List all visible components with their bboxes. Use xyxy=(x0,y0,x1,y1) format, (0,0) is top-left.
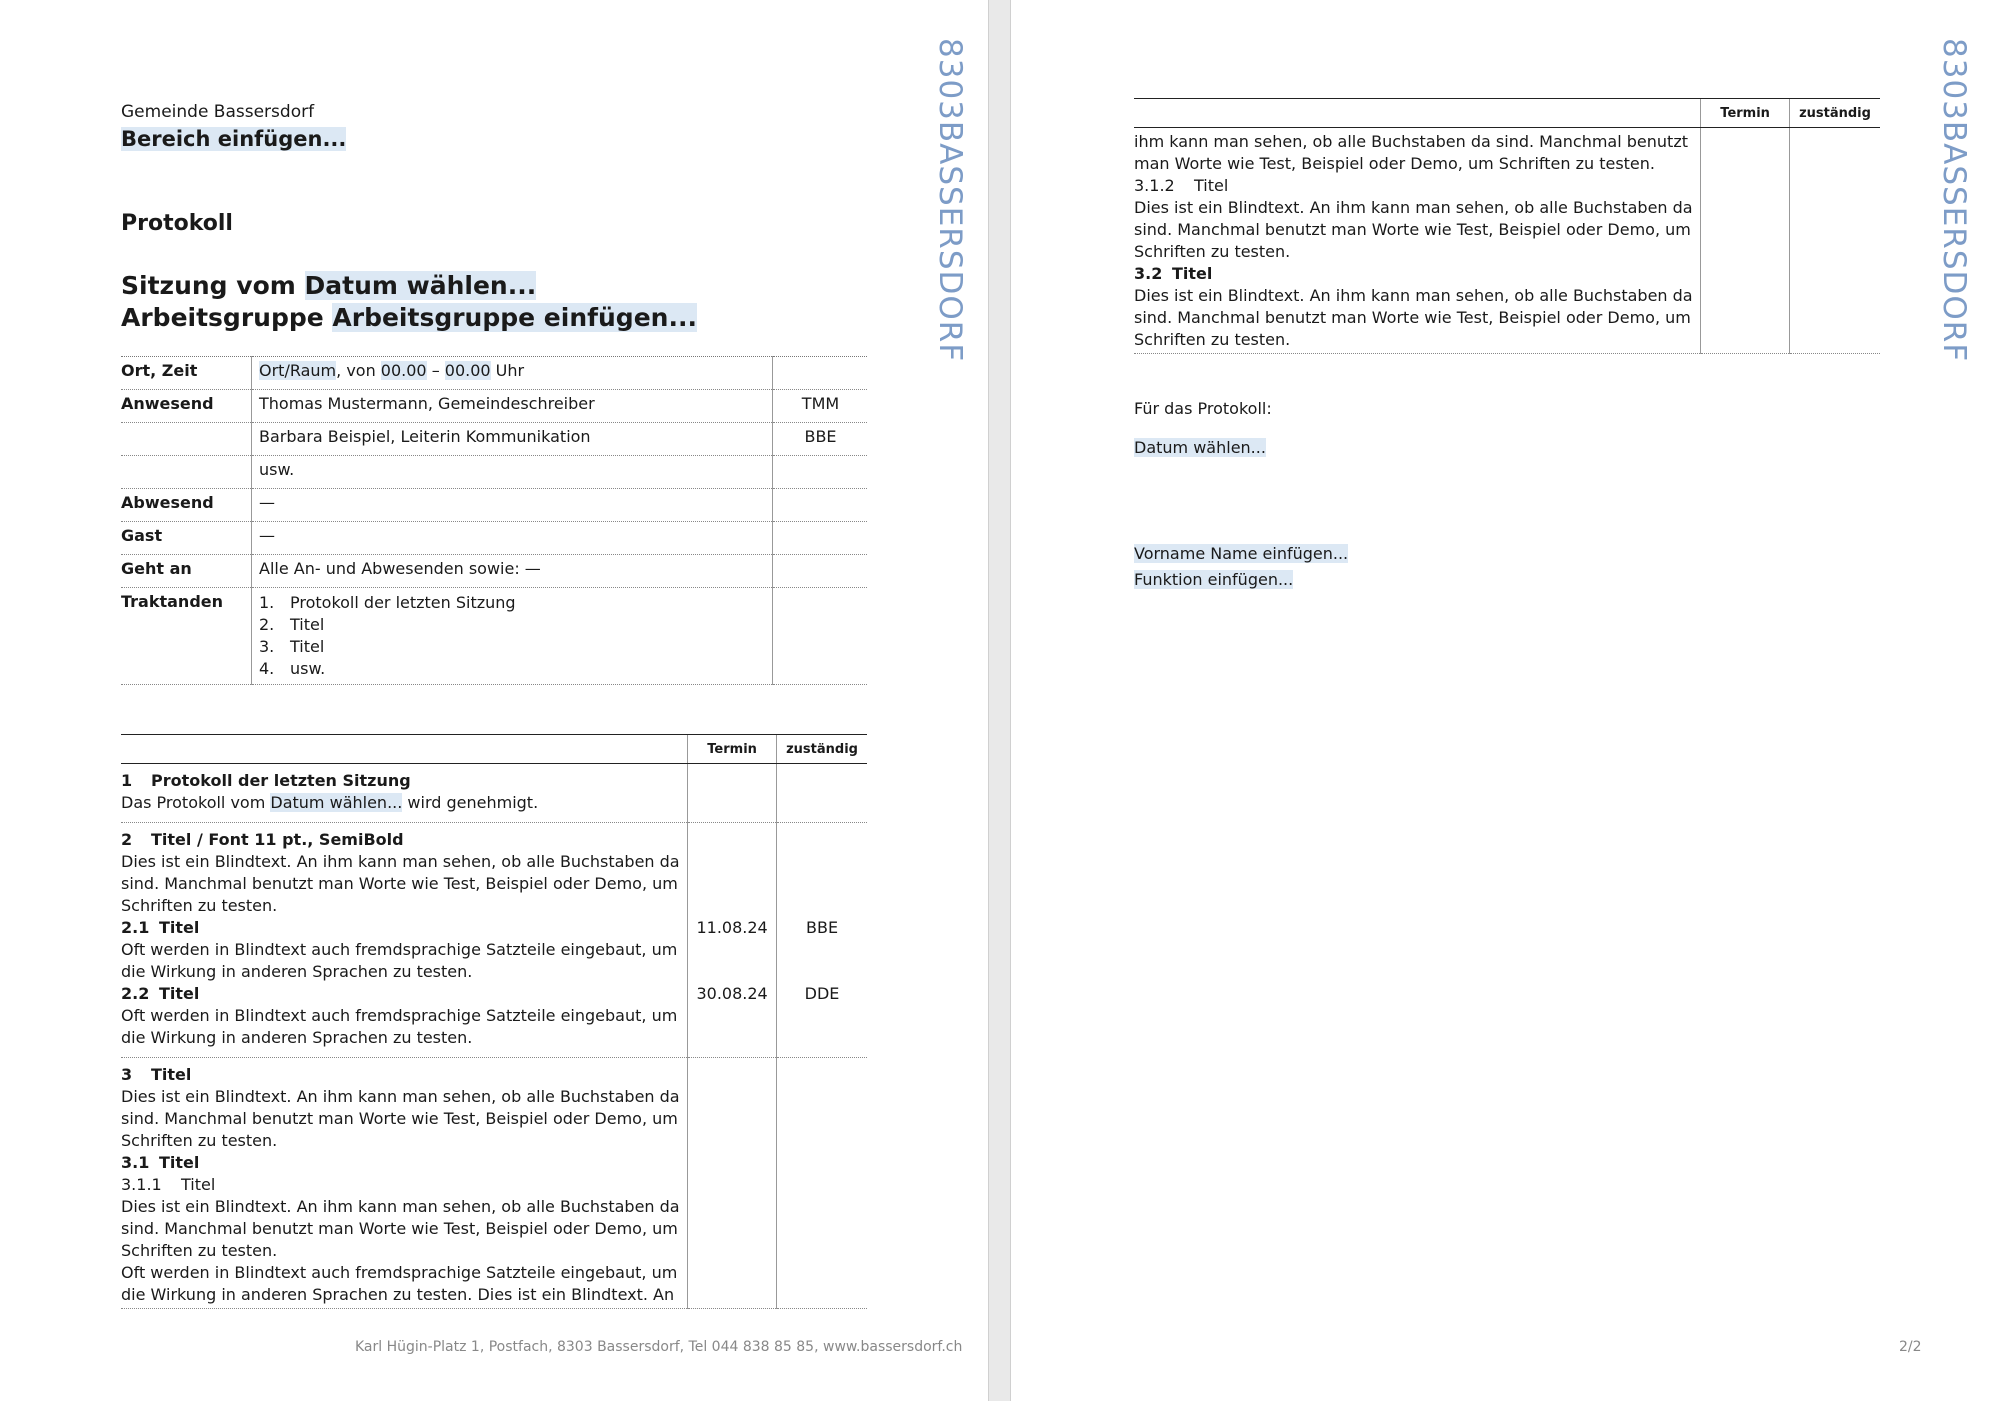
gast-label: Gast xyxy=(121,522,252,555)
abbr-cell xyxy=(773,357,868,390)
item-text: Dies ist ein Blindtext. An ihm kann man sehen, ob alle Buchstaben da sind. Manchmal benutzt man Worte wie Test, Beispiel oder Demo, um Schriften zu testen. xyxy=(1134,286,1693,349)
attendee-abbr xyxy=(773,456,868,489)
item-number: 3.2 xyxy=(1134,264,1163,283)
list-number: 3. xyxy=(259,637,275,656)
von-text: , von xyxy=(336,361,381,380)
item-text: wird genehmigt. xyxy=(402,793,539,812)
item-title: Titel xyxy=(159,984,200,1003)
signer-function-placeholder[interactable]: Funktion einfügen... xyxy=(1134,570,1294,589)
page-number: 2/2 xyxy=(1899,1339,1922,1355)
list-item xyxy=(259,658,766,680)
item-text: Dies ist ein Blindtext. An ihm kann man sehen, ob alle Buchstaben da sind. Manchmal benutzt man Worte wie Test, Beispiel oder Demo, um Schriften zu testen. xyxy=(121,1197,680,1260)
list-number: 2. xyxy=(259,615,275,634)
item-number: 3.1 xyxy=(121,1153,150,1172)
item-number: 2.2 xyxy=(121,984,150,1003)
page-footer: Karl Hügin-Platz 1, Postfach, 8303 Bassersdorf, Tel 044 838 85 85, www.bassersdorf.ch xyxy=(355,1339,963,1355)
ort-zeit-label: Ort, Zeit xyxy=(121,357,252,390)
document-page-2: 8303BASSERSDORF Termin zuständig ihm kann man sehen, ob alle Buchstaben da sind. Manchmal benutzt man Worte wie Test, Beispiel oder Demo, um Schriften zu testen. 3.1.2 Titel Dies ist ein Blindtext. An ihm kann man sehen, ob alle Buchstaben da sind. Manchmal benutzt man Worte wie Test, Beispiel oder Demo, um Schriften zu testen. 3.2 Titel Dies ist ein Blindtext. An ihm kann man sehen, ob alle Buchstaben da sind. Manchmal benutzt man Worte wie Test, Beispiel oder Demo, um Schriften zu testen. Für das Protokoll: Datum wählen... Vorname Name einfügen... Funktion einfügen... 2/2 xyxy=(1011,0,2002,1401)
empty-label xyxy=(121,423,252,456)
signer-name-placeholder[interactable]: Vorname Name einfügen... xyxy=(1134,544,1349,563)
zustaendig-value: BBE xyxy=(806,918,839,937)
agenda-header-row xyxy=(121,735,867,764)
attendee-name: Barbara Beispiel, Leiterin Kommunikation xyxy=(252,423,773,456)
abbr-cell xyxy=(773,522,868,555)
group-prefix: Arbeitsgruppe xyxy=(121,303,333,332)
list-item xyxy=(259,614,766,636)
col-zustaendig: zuständig xyxy=(777,735,867,764)
list-number: 4. xyxy=(259,659,275,678)
empty-label xyxy=(121,456,252,489)
zustaendig-value: DDE xyxy=(804,984,840,1003)
signer-function-field[interactable] xyxy=(1134,570,1293,589)
page-gutter xyxy=(988,0,1011,1401)
session-date-field[interactable]: Datum wählen... xyxy=(304,271,537,300)
ort-zeit-value xyxy=(252,357,773,390)
location-field[interactable]: Ort/Raum xyxy=(259,361,337,380)
agenda-item-3 xyxy=(121,1058,688,1309)
item-text: Dies ist ein Blindtext. An ihm kann man sehen, ob alle Buchstaben da sind. Manchmal benutzt man Worte wie Test, Beispiel oder Demo, um Schriften zu testen. xyxy=(121,1087,680,1150)
item-text: Dies ist ein Blindtext. An ihm kann man sehen, ob alle Buchstaben da sind. Manchmal benutzt man Worte wie Test, Beispiel oder Demo, um Schriften zu testen. xyxy=(121,852,680,915)
item-title: Titel xyxy=(151,1065,192,1084)
list-text: Titel xyxy=(290,637,325,656)
col-termin: Termin xyxy=(688,735,777,764)
item-text: Oft werden in Blindtext auch fremdsprachige Satzteile eingebaut, um die Wirkung in anderen Sprachen zu testen. xyxy=(121,940,678,981)
item-title: Titel / Font 11 pt., SemiBold xyxy=(151,830,404,849)
doc-type-title: Protokoll xyxy=(121,211,233,236)
item-number: 3 xyxy=(121,1065,133,1084)
termin-cell xyxy=(688,823,777,1058)
anwesend-label: Anwesend xyxy=(121,390,252,423)
traktanden-list xyxy=(252,588,773,685)
signature-date-placeholder[interactable]: Datum wählen... xyxy=(1134,438,1266,457)
agenda-item-3-continued xyxy=(1134,128,1701,354)
agenda-item-2 xyxy=(121,823,688,1058)
item-title: Titel xyxy=(159,1153,200,1172)
geht-an-label: Geht an xyxy=(121,555,252,588)
agenda-item-1 xyxy=(121,764,688,823)
item-text: ihm kann man sehen, ob alle Buchstaben da sind. Manchmal benutzt man Worte wie Test, Beispiel oder Demo, um Schriften zu testen. xyxy=(1134,132,1688,173)
col-zustaendig: zuständig xyxy=(1790,99,1880,128)
table-row xyxy=(1134,128,1880,354)
item-title: Titel xyxy=(1194,176,1229,195)
item-number: 1 xyxy=(121,771,133,790)
signature-date-field[interactable] xyxy=(1134,438,1266,457)
list-text: Titel xyxy=(290,615,325,634)
item-text: Das Protokoll vom xyxy=(121,793,271,812)
item-title: Titel xyxy=(181,1175,216,1194)
item-number: 3.1.1 xyxy=(121,1175,162,1194)
item-number: 2 xyxy=(121,830,133,849)
attendee-abbr: BBE xyxy=(773,423,868,456)
zustaendig-cell xyxy=(1790,128,1880,354)
list-text: Protokoll der letzten Sitzung xyxy=(290,593,516,612)
item-title: Titel xyxy=(1172,264,1213,283)
time-from-field[interactable]: 00.00 xyxy=(380,361,427,380)
agenda-header-row xyxy=(1134,99,1880,128)
table-row xyxy=(121,823,867,1058)
protocol-date-field[interactable]: Datum wählen... xyxy=(270,793,403,812)
col-termin: Termin xyxy=(1701,99,1790,128)
attendee-name: Thomas Mustermann, Gemeindeschreiber xyxy=(252,390,773,423)
item-text: Oft werden in Blindtext auch fremdsprachige Satzteile eingebaut, um die Wirkung in anderen Sprachen zu testen. xyxy=(121,1006,678,1047)
abwesend-value: — xyxy=(252,489,773,522)
signer-name-field[interactable] xyxy=(1134,544,1348,563)
termin-cell xyxy=(1701,128,1790,354)
zustaendig-cell xyxy=(777,764,867,823)
time-separator: – xyxy=(426,361,445,380)
agenda-col-topic xyxy=(121,735,688,764)
item-text: Oft werden in Blindtext auch fremdsprachige Satzteile eingebaut, um die Wirkung in anderen Sprachen zu testen. Dies ist ein Blindtext. An xyxy=(121,1263,678,1304)
item-title: Titel xyxy=(159,918,200,937)
table-row xyxy=(121,390,867,423)
time-to-field[interactable]: 00.00 xyxy=(444,361,491,380)
geht-an-value: Alle An- und Abwesenden sowie: — xyxy=(252,555,773,588)
session-prefix: Sitzung vom xyxy=(121,271,305,300)
area-placeholder[interactable]: Bereich einfügen... xyxy=(121,127,347,151)
list-text: usw. xyxy=(290,659,326,678)
abbr-cell xyxy=(773,555,868,588)
zustaendig-cell xyxy=(777,1058,867,1309)
termin-cell xyxy=(688,1058,777,1309)
item-text: Dies ist ein Blindtext. An ihm kann man sehen, ob alle Buchstaben da sind. Manchmal benutzt man Worte wie Test, Beispiel oder Demo, um Schriften zu testen. xyxy=(1134,198,1693,261)
agenda-table-continued xyxy=(1134,98,1880,354)
table-row xyxy=(121,522,867,555)
list-item xyxy=(259,592,766,614)
list-item xyxy=(259,636,766,658)
termin-cell xyxy=(688,764,777,823)
area-field[interactable] xyxy=(121,127,346,151)
document-page-1: 8303BASSERSDORF Gemeinde Bassersdorf Bereich einfügen... Protokoll Sitzung vom Datum wählen... Arbeitsgruppe Arbeitsgruppe einfügen... Ort, Zeit Ort/Raum, von 00.00 – 00.00 Uhr Anwesend Thomas Mustermann, Gemeindeschreiber TMM Barbara Beispiel, Leiterin Kommunikation BBE usw. Abwesend — Gast — Geht an Alle An- und Abwesenden sowie: — Traktanden 1. Protokoll der letzten Sitzung 2. Titel 3. Titel 4. usw. Termin zuständig 1 Protokoll der letzten Sitzung Das Protokoll vom Datum wählen... wird genehmigt. 2 Titel / Font 11 pt., SemiBold Dies ist ein Blindtext. An ihm kann man sehen, ob alle Buchstaben da sind. Manchmal benutzt man Worte wie Test, Beispiel oder Demo, um Schriften zu testen. 2.1 Titel Oft werden in Blindtext auch fremdsprachige Satzteile eingebaut, um die Wirkung in anderen Sprachen zu testen. 2.2 Titel Oft werden in Blindtext auch fremdsprachige Satzteile eingebaut, um die Wirkung in anderen Sprachen zu testen. 11.08.24 30.08.24 BBE DDE 3 Titel Dies ist ein Blindtext. An ihm kann man sehen, ob alle Buchstaben da sind. Manchmal benutzt man Worte wie Test, Beispiel oder Demo, um Schriften zu testen. 3.1 Titel 3.1.1 Titel Dies ist ein Blindtext. An ihm kann man sehen, ob alle Buchstaben da sind. Manchmal benutzt man Worte wie Test, Beispiel oder Demo, um Schriften zu testen. Oft werden in Blindtext auch fremdsprachige Satzteile eingebaut, um die Wirkung in anderen Sprachen zu testen. Dies ist ein Blindtext. An Karl Hügin-Platz 1, Postfach, 8303 Bassersdorf, Tel 044 838 85 85, www.bassersdorf.ch xyxy=(0,0,988,1401)
item-title: Protokoll der letzten Sitzung xyxy=(151,771,411,790)
session-heading xyxy=(121,270,697,334)
meeting-info-table xyxy=(121,356,867,685)
table-row xyxy=(121,489,867,522)
for-protocol-label: Für das Protokoll: xyxy=(1134,399,1272,418)
list-number: 1. xyxy=(259,593,275,612)
table-row xyxy=(121,588,867,685)
group-field[interactable]: Arbeitsgruppe einfügen... xyxy=(332,303,697,332)
abbr-cell xyxy=(773,588,868,685)
uhr-text: Uhr xyxy=(490,361,525,380)
table-row xyxy=(121,555,867,588)
attendee-name: usw. xyxy=(252,456,773,489)
termin-value: 30.08.24 xyxy=(696,984,768,1003)
table-row xyxy=(121,456,867,489)
abwesend-label: Abwesend xyxy=(121,489,252,522)
gast-value: — xyxy=(252,522,773,555)
table-row xyxy=(121,1058,867,1309)
item-number: 2.1 xyxy=(121,918,150,937)
agenda-col-topic xyxy=(1134,99,1701,128)
zustaendig-cell xyxy=(777,823,867,1058)
municipality-name: Gemeinde Bassersdorf xyxy=(121,102,315,122)
agenda-table xyxy=(121,734,867,1309)
attendee-abbr: TMM xyxy=(773,390,868,423)
traktanden-label: Traktanden xyxy=(121,588,252,685)
table-row xyxy=(121,764,867,823)
item-number: 3.1.2 xyxy=(1134,176,1175,195)
termin-value: 11.08.24 xyxy=(696,918,768,937)
table-row xyxy=(121,423,867,456)
abbr-cell xyxy=(773,489,868,522)
table-row xyxy=(121,357,867,390)
